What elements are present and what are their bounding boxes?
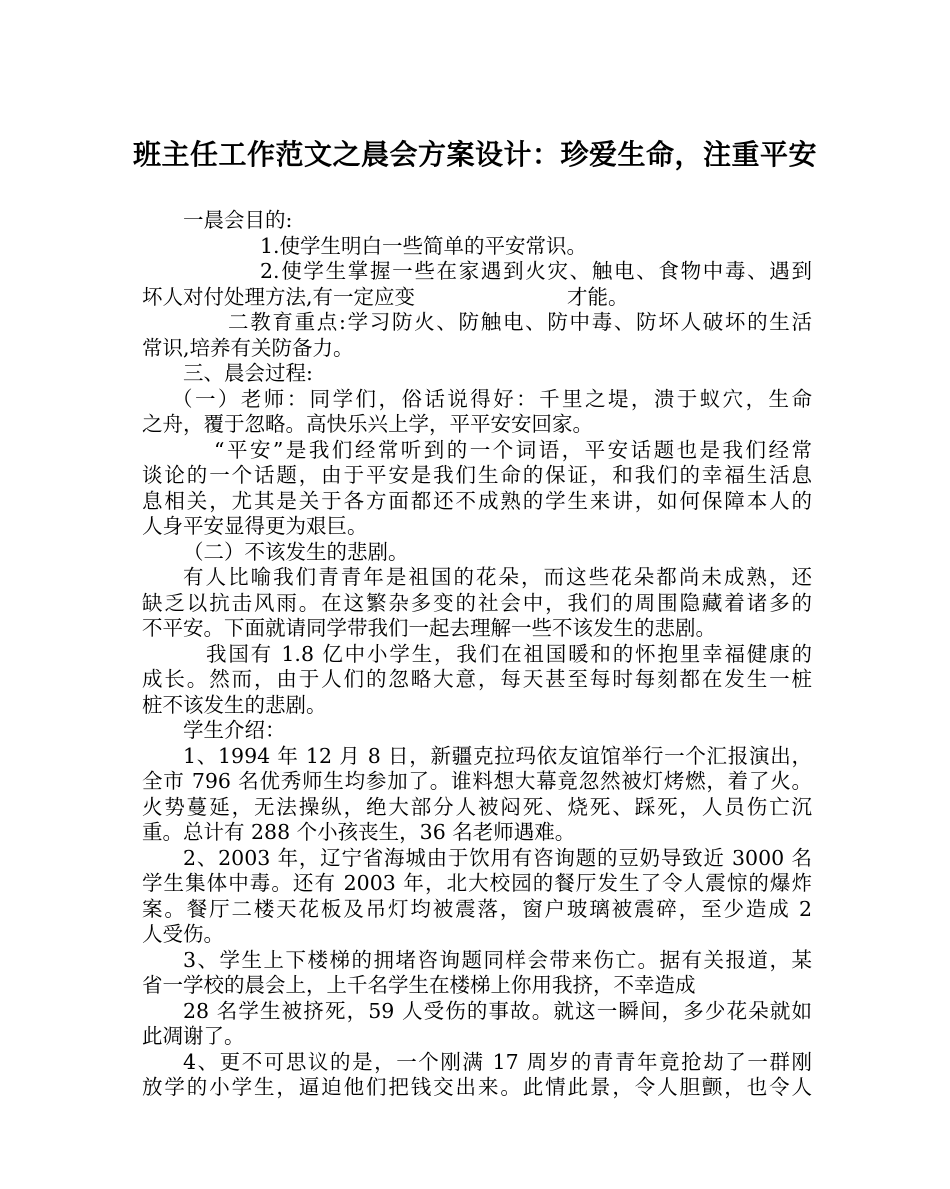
text-line: 不平安。下面就请同学带我们一起去理解一些不该发生的悲剧。 [142,616,716,640]
text-line: 之舟，覆于忽略。高快乐兴上学，平平安安回家。 [142,412,593,436]
text-line: 学生介绍： [183,718,286,742]
text-line: 谈论的一个话题，由于平安是我们生命的保证，和我们的幸福生活息 [142,463,812,487]
text-line: （一）老师：同学们，俗话说得好：千里之堤，溃于蚁穴，生命 [172,386,812,411]
text-line: 全市 796 名优秀师生均参加了。谁料想大幕竟忽然被灯烤燃，着了火。 [142,769,812,793]
text-line: 重。总计有 288 个小孩丧生，36 名老师遇难。 [142,820,576,844]
text-line: “平安”是我们经常听到的一个词语，平安话题也是我们经常 [214,437,812,462]
text-line: 案。餐厅二楼天花板及吊灯均被震落，窗户玻璃被震碎，至少造成 2 [142,896,812,921]
text-line: 人受伤。 [142,922,224,946]
text-line: 火势蔓延，无法操纵，绝大部分人被闷死、烧死、踩死，人员伤亡沉 [142,794,812,819]
text-line: 一晨会目的: [183,208,293,232]
text-line: 我国有 1.8 亿中小学生，我们在祖国暖和的怀抱里幸福健康的 [206,641,812,666]
text-line: 桩不该发生的悲剧。 [142,692,327,717]
text-line: 息相关，尤其是关于各方面都还不成熟的学生来讲，如何保障本人的 [142,488,812,513]
text-line: 此凋谢了。 [142,1024,245,1048]
text-line [142,285,812,311]
text-line: 省一学校的晨会上，上千名学生在楼梯上你用我挤，不幸造成 [142,973,696,997]
document-body [142,208,812,1101]
document-title: 班主任工作范文之晨会方案设计：珍爱生命，注重平安 [132,138,817,171]
text-line: 人身平安显得更为艰巨。 [142,514,368,538]
text-segment: 才能。 [567,284,629,309]
text-line: 有人比喻我们青青年是祖国的花朵，而这些花朵都尚未成熟，还 [183,565,812,589]
text-line: 三、晨会过程: [183,361,313,385]
text-line: 3、学生上下楼梯的拥堵咨询题同样会带来伤亡。据有关报道，某 [183,947,812,972]
text-line: 缺乏以抗击风雨。在这繁杂多变的社会中，我们的周围隐藏着诸多的 [142,590,812,615]
text-line: 放学的小学生，逼迫他们把钱交出来。此情此景，令人胆颤，也令人 [142,1075,812,1099]
text-line: 2、2003 年，辽宁省海城由于饮用有咨询题的豆奶导致近 3000 名 [183,845,812,870]
text-line: 常识,培养有关防备力。 [142,335,354,360]
text-line: 成长。然而，由于人们的忽略大意，每天甚至每时每刻都在发生一桩 [142,667,812,691]
text-line: 1、1994 年 12 月 8 日，新疆克拉玛依友谊馆举行一个汇报演出， [183,743,812,768]
text-line: 4、更不可思议的是，一个刚满 17 周岁的青青年竟抢劫了一群刚 [183,1049,812,1074]
text-line: 二教育重点:学习防火、防触电、防中毒、防坏人破坏的生活 [228,310,812,334]
text-line: 1.使学生明白一些简单的平安常识。 [260,233,588,258]
text-line: （二）不该发生的悲剧。 [183,539,409,564]
text-line: 28 名学生被挤死，59 人受伤的事故。就这一瞬间，多少花朵就如 [183,998,812,1023]
text-line: 学生集体中毒。还有 2003 年，北大校园的餐厅发生了令人震惊的爆炸 [142,871,812,895]
text-line: 2.使学生掌握一些在家遇到火灾、触电、食物中毒、遇到 [260,259,812,283]
text-segment: 坏人对付处理方法,有一定应变 [142,284,416,309]
